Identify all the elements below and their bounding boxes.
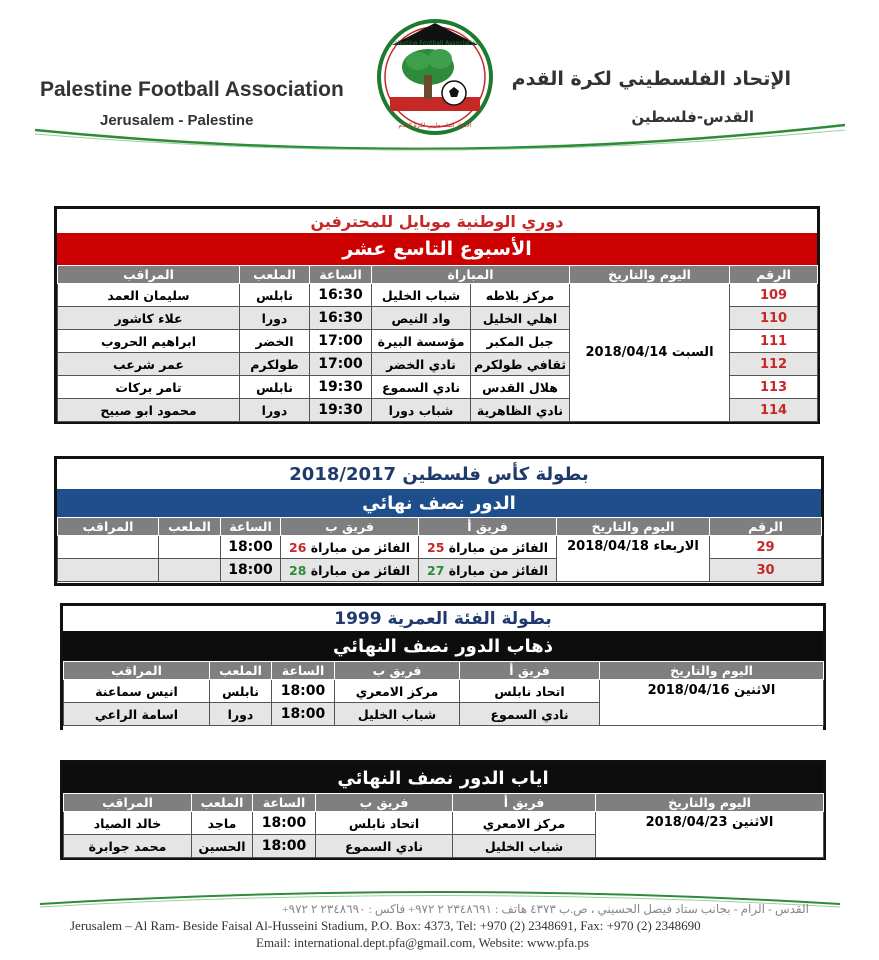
org-name-ar: الإتحاد الفلسطيني لكرة القدم <box>511 68 791 90</box>
home-team: هلال القدس <box>471 376 570 399</box>
match-number: 110 <box>730 307 818 330</box>
home-team: ثقافي طولكرم <box>471 353 570 376</box>
col-header-time: الساعة <box>221 518 281 536</box>
team-b: اتحاد نابلس <box>316 812 453 835</box>
kickoff-time: 18:00 <box>253 812 316 835</box>
winner-label: الفائز من مباراة <box>310 562 410 578</box>
league-round-band: الأسبوع التاسع عشر <box>57 233 817 265</box>
match-number: 113 <box>730 376 818 399</box>
observer <box>58 536 159 559</box>
col-header-date: اليوم والتاريخ <box>557 518 710 536</box>
table-row <box>64 680 824 703</box>
cup-schedule-box <box>54 456 824 586</box>
away-team: واد النيص <box>372 307 471 330</box>
match-date: السبت 2018/04/14 <box>570 284 730 422</box>
home-team: مركز بلاطه <box>471 284 570 307</box>
observer: عمر شرعب <box>58 353 240 376</box>
table-row <box>58 536 822 559</box>
col-header-venue: الملعب <box>192 794 253 812</box>
match-number: 112 <box>730 353 818 376</box>
match-number: 111 <box>730 330 818 353</box>
cup-round-band: الدور نصف نهائي <box>57 489 821 517</box>
away-team: مؤسسة البيرة <box>372 330 471 353</box>
youth-first-leg-band: ذهاب الدور نصف النهائي <box>63 631 823 661</box>
team-a: اتحاد نابلس <box>460 680 600 703</box>
away-team: شباب الخليل <box>372 284 471 307</box>
league-table-header <box>58 266 818 284</box>
table-row <box>64 812 824 835</box>
footer-contact: Email: international.dept.pfa@gmail.com, Website: www.pfa.ps <box>256 935 589 950</box>
venue: نابلس <box>240 284 310 307</box>
source-match-number: 26 <box>289 539 307 555</box>
youth-second-table-header <box>64 794 824 812</box>
match-number: 29 <box>710 536 822 559</box>
source-match-number: 28 <box>289 562 307 578</box>
observer: خالد الصياد <box>64 812 192 835</box>
col-header-time: الساعة <box>310 266 372 284</box>
col-header-team-a: فريق أ <box>419 518 557 536</box>
venue <box>159 559 221 582</box>
match-number: 114 <box>730 399 818 422</box>
kickoff-time: 18:00 <box>272 680 335 703</box>
col-header-date: اليوم والتاريخ <box>570 266 730 284</box>
org-location-en: Jerusalem - Palestine <box>100 112 254 129</box>
col-header-time: الساعة <box>253 794 316 812</box>
col-header-observer: المراقب <box>64 794 192 812</box>
observer: اسامة الراعي <box>64 703 210 726</box>
kickoff-time: 18:00 <box>221 536 281 559</box>
col-header-venue: الملعب <box>159 518 221 536</box>
youth-first-table-header <box>64 662 824 680</box>
team-b: شباب الخليل <box>335 703 460 726</box>
cup-table-header <box>58 518 822 536</box>
match-number: 30 <box>710 559 822 582</box>
away-team: نادي الخضر <box>372 353 471 376</box>
team-b <box>281 559 419 582</box>
col-header-observer: المراقب <box>64 662 210 680</box>
col-header-num: الرقم <box>730 266 818 284</box>
team-a: شباب الخليل <box>453 835 596 858</box>
observer: محمد جوابرة <box>64 835 192 858</box>
col-header-date: اليوم والتاريخ <box>600 662 824 680</box>
venue: ماجد <box>192 812 253 835</box>
league-table <box>57 265 818 422</box>
home-team: اهلي الخليل <box>471 307 570 330</box>
youth-second-leg-box <box>60 760 826 860</box>
logo-text-ar: الاتحاد الفلسطيني لكرة القدم <box>398 122 472 129</box>
venue: نابلس <box>240 376 310 399</box>
col-header-team-b: فريق ب <box>281 518 419 536</box>
col-header-venue: الملعب <box>240 266 310 284</box>
col-header-team-a: فريق أ <box>460 662 600 680</box>
observer: محمود ابو صبيح <box>58 399 240 422</box>
logo-text-en: Palestine Football Association <box>390 40 480 47</box>
team-a: نادي السموع <box>460 703 600 726</box>
col-header-observer: المراقب <box>58 518 159 536</box>
winner-label: الفائز من مباراة <box>448 562 548 578</box>
away-team: نادي السموع <box>372 376 471 399</box>
observer: ابراهيم الحروب <box>58 330 240 353</box>
col-header-match: المباراة <box>372 266 570 284</box>
away-team: شباب دورا <box>372 399 471 422</box>
kickoff-time: 18:00 <box>221 559 281 582</box>
kickoff-time: 17:00 <box>310 353 372 376</box>
youth-title: بطولة الفئة العمرية 1999 <box>334 608 552 629</box>
kickoff-time: 19:30 <box>310 376 372 399</box>
kickoff-time: 19:30 <box>310 399 372 422</box>
observer: سليمان العمد <box>58 284 240 307</box>
match-date: الاربعاء 2018/04/18 <box>557 536 710 582</box>
kickoff-time: 17:00 <box>310 330 372 353</box>
team-a <box>419 536 557 559</box>
team-b: نادي السموع <box>316 835 453 858</box>
cup-title: بطولة كأس فلسطين 2018/2017 <box>289 463 589 485</box>
youth-second-leg-table <box>63 793 824 858</box>
footer-address-ar: القدس - الرام - بجانب ستاد فيصل الحسيني ، ص.ب ٤٣٧٣ هاتف : ٢٣٤٨٦٩١ ٢ ٩٧٢+ فاكس : ٢٣٤٨٦٩٠ ٢ ٩٧٢+ <box>281 902 809 916</box>
org-name-en: Palestine Football Association <box>40 78 344 101</box>
source-match-number: 25 <box>427 539 445 555</box>
col-header-team-b: فريق ب <box>316 794 453 812</box>
venue: الخضر <box>240 330 310 353</box>
kickoff-time: 18:00 <box>272 703 335 726</box>
observer: تامر بركات <box>58 376 240 399</box>
venue: نابلس <box>210 680 272 703</box>
team-a <box>419 559 557 582</box>
venue: دورا <box>240 399 310 422</box>
winner-label: الفائز من مباراة <box>448 539 548 555</box>
source-match-number: 27 <box>427 562 445 578</box>
kickoff-time: 18:00 <box>253 835 316 858</box>
match-number: 109 <box>730 284 818 307</box>
venue <box>159 536 221 559</box>
league-schedule-box <box>54 206 820 424</box>
cup-table <box>57 517 822 582</box>
home-team: جبل المكبر <box>471 330 570 353</box>
col-header-num: الرقم <box>710 518 822 536</box>
match-date: الاثنين 2018/04/16 <box>600 680 824 726</box>
team-b <box>281 536 419 559</box>
venue: دورا <box>240 307 310 330</box>
table-row <box>58 284 818 307</box>
home-team: نادي الظاهرية <box>471 399 570 422</box>
team-b: مركز الامعري <box>335 680 460 703</box>
col-header-team-a: فريق أ <box>453 794 596 812</box>
league-competition-title: دوري الوطنية موبايل للمحترفين <box>310 211 564 231</box>
youth-second-leg-band: اياب الدور نصف النهائي <box>63 763 823 793</box>
venue: الحسين <box>192 835 253 858</box>
winner-label: الفائز من مباراة <box>310 539 410 555</box>
team-a: مركز الامعري <box>453 812 596 835</box>
match-date: الاثنين 2018/04/23 <box>596 812 824 858</box>
org-location-ar: القدس-فلسطين <box>631 108 754 126</box>
youth-first-leg-table <box>63 661 824 726</box>
col-header-date: اليوم والتاريخ <box>596 794 824 812</box>
col-header-observer: المراقب <box>58 266 240 284</box>
kickoff-time: 16:30 <box>310 307 372 330</box>
observer: علاء كاشور <box>58 307 240 330</box>
youth-first-leg-box <box>60 603 826 730</box>
col-header-time: الساعة <box>272 662 335 680</box>
observer: انيس سماعنة <box>64 680 210 703</box>
footer-address-en: Jerusalem – Al Ram- Beside Faisal Al-Husseini Stadium, P.O. Box: 4373, Tel: +970 (2) 2348691, Fax: +970 (2) 2348690 <box>70 918 701 933</box>
col-header-team-b: فريق ب <box>335 662 460 680</box>
venue: دورا <box>210 703 272 726</box>
kickoff-time: 16:30 <box>310 284 372 307</box>
observer <box>58 559 159 582</box>
header-swoosh <box>0 110 879 170</box>
col-header-venue: الملعب <box>210 662 272 680</box>
venue: طولكرم <box>240 353 310 376</box>
